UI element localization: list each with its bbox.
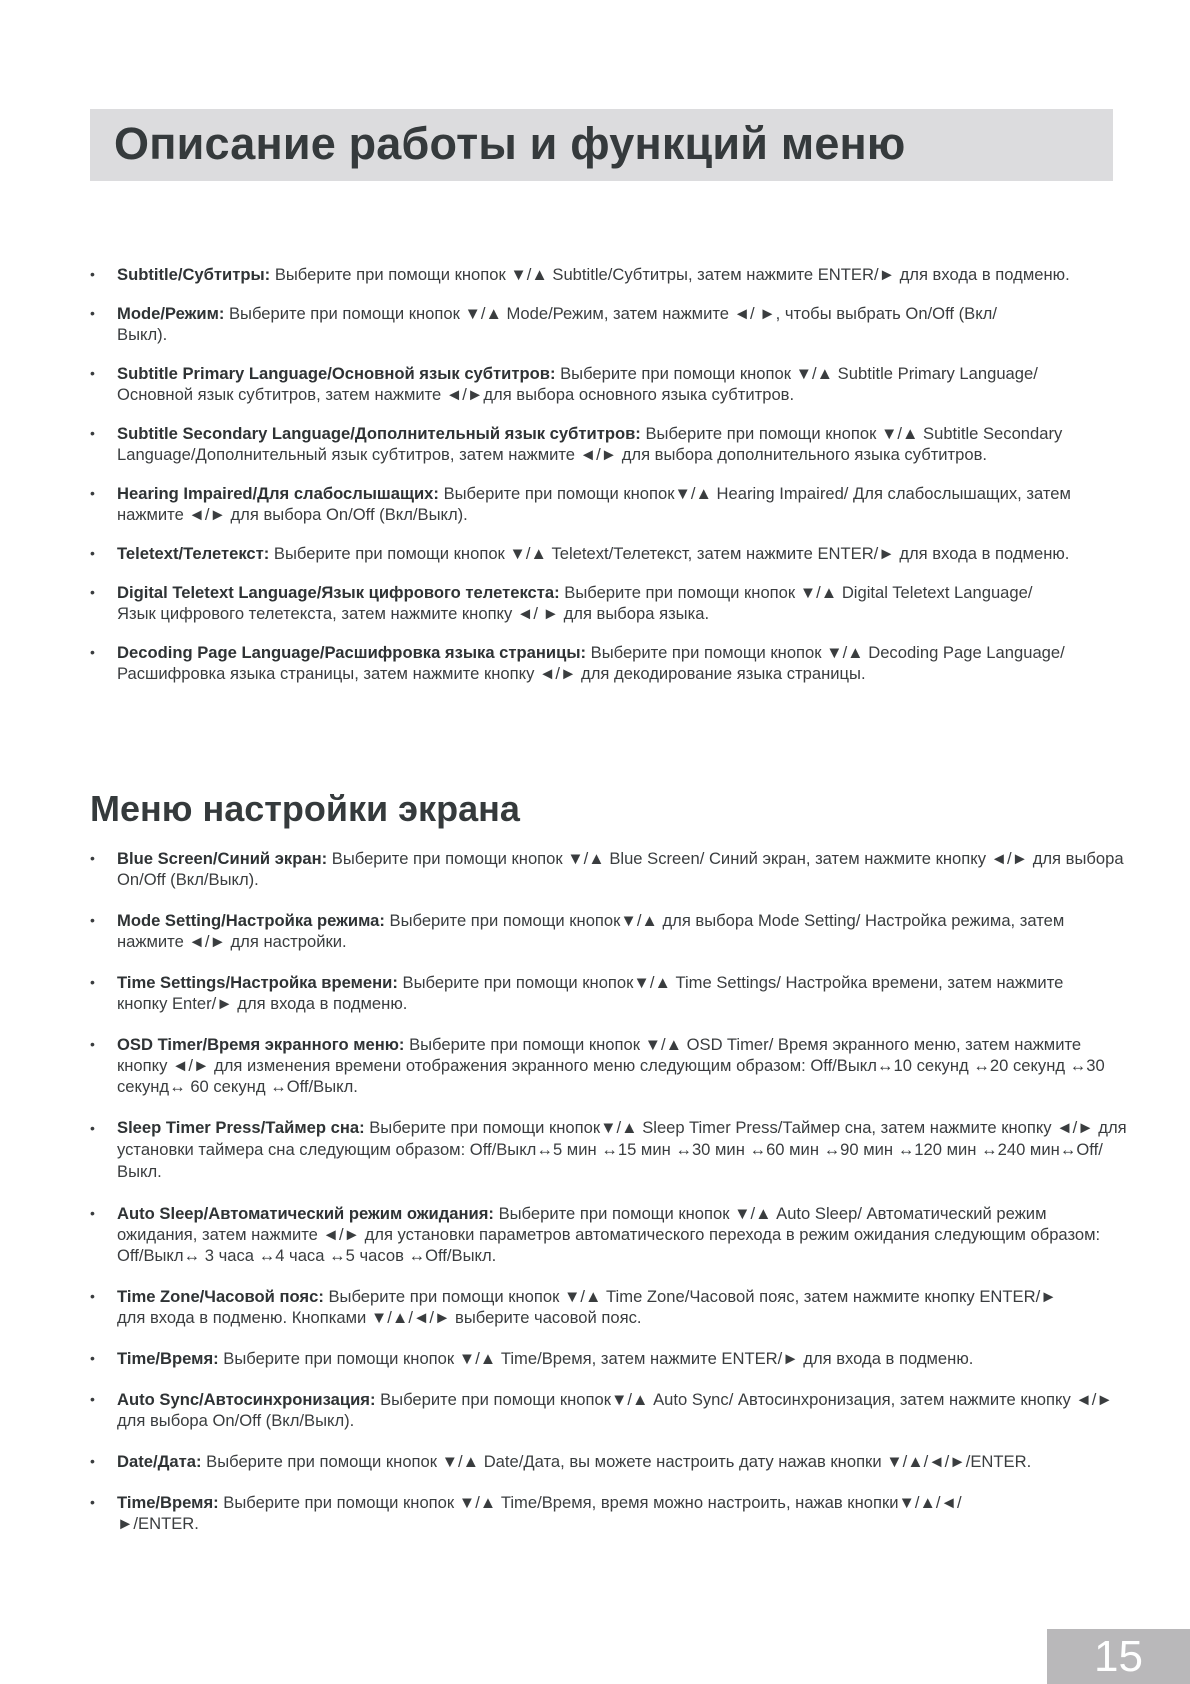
section1-list [90, 264, 1120, 684]
item-label: Time Settings/Настройка времени: [117, 973, 398, 992]
item-text: Выберите при помощи кнопок ▼/▲ Digital Teletext Language/Язык цифрового телетекста, затем нажмите кнопку ◄/ ► для выбора языка. [117, 583, 1033, 623]
item-label: Subtitle Primary Language/Основной язык субтитров: [117, 364, 556, 383]
bullet-icon: • [90, 1288, 95, 1304]
title-band [90, 109, 1113, 181]
item-label: Time/Время: [117, 1349, 219, 1368]
list-item [90, 363, 1047, 405]
bullet-icon: • [90, 305, 95, 321]
item-text: Выберите при помощи кнопок ▼/▲ OSD Timer/ Время экранного меню, затем нажмите кнопку ◄/► для изменения времени отображения экранного меню следующим образом: Off/Выкл↔10 секунд ↔20 секунд ↔30 секунд↔ 60 секунд ↔Off/Выкл. [117, 1035, 1105, 1096]
list-item [90, 848, 1127, 890]
item-label: Blue Screen/Синий экран: [117, 849, 328, 868]
item-text: Выберите при помощи кнопок▼/▲ Hearing Impaired/ Для слабослышащих, затем нажмите ◄/► для выбора On/Off (Вкл/Выкл). [117, 484, 1071, 524]
bullet-icon: • [90, 644, 95, 660]
list-item [90, 543, 1077, 564]
bullet-icon: • [90, 1391, 95, 1407]
bullet-icon: • [90, 1120, 95, 1136]
bullet-icon: • [90, 1205, 95, 1221]
bullet-icon: • [90, 850, 95, 866]
item-text: Выберите при помощи кнопок▼/▲ для выбора Mode Setting/ Настройка режима, затем нажмите ◄/► для настройки. [117, 911, 1065, 951]
list-item [90, 423, 1077, 465]
list-item [90, 582, 1047, 624]
item-label: Time/Время: [117, 1493, 219, 1512]
item-label: Decoding Page Language/Расшифровка языка страницы: [117, 643, 587, 662]
item-text: Выберите при помощи кнопок▼/▲ Sleep Timer Press/Таймер сна, затем нажмите кнопку ◄/► для установки таймера сна следующим образом: Off/Выкл↔5 мин ↔15 мин ↔30 мин ↔60 мин ↔90 мин ↔120 мин ↔240 мин↔Off/Выкл. [117, 1118, 1127, 1181]
item-label: Auto Sleep/Автоматический режим ожидания: [117, 1204, 494, 1223]
item-text: Выберите при помощи кнопок ▼/▲ Mode/Режим, затем нажмите ◄/ ►, чтобы выбрать On/Off (Вкл/Выкл). [117, 304, 997, 344]
item-label: Auto Sync/Автосинхронизация: [117, 1390, 376, 1409]
item-text: Выберите при помощи кнопок ▼/▲ Time/Время, время можно настроить, нажав кнопки▼/▲/◄/►/ENTER. [117, 1493, 962, 1533]
item-label: OSD Timer/Время экранного меню: [117, 1035, 405, 1054]
list-item [90, 264, 1077, 285]
bullet-icon: • [90, 584, 95, 600]
item-text: Выберите при помощи кнопок▼/▲ Time Settings/ Настройка времени, затем нажмите кнопку Enter/► для входа в подменю. [117, 973, 1064, 1013]
item-text: Выберите при помощи кнопок ▼/▲ Subtitle Primary Language/Основной язык субтитров, затем нажмите ◄/►для выбора основного языка субтитров. [117, 364, 1038, 404]
bullet-icon: • [90, 974, 95, 990]
list-item [90, 1286, 1087, 1328]
list-item [90, 1117, 1127, 1183]
item-label: Mode/Режим: [117, 304, 225, 323]
list-item [90, 1389, 1117, 1431]
item-label: Hearing Impaired/Для слабослышащих: [117, 484, 439, 503]
item-label: Sleep Timer Press/Таймер сна: [117, 1118, 365, 1137]
bullet-icon: • [90, 1453, 95, 1469]
item-text: Выберите при помощи кнопок ▼/▲ Time Zone/Часовой пояс, затем нажмите кнопку ENTER/► для входа в подменю. Кнопками ▼/▲/◄/► выберите часовой пояс. [117, 1287, 1057, 1327]
bullet-icon: • [90, 485, 95, 501]
item-text: Выберите при помощи кнопок ▼/▲ Decoding Page Language/Расшифровка языка страницы, затем нажмите кнопку ◄/► для декодирование языка страницы. [117, 643, 1065, 683]
page-number: 15 [1094, 1632, 1143, 1681]
item-label: Mode Setting/Настройка режима: [117, 911, 385, 930]
page-number-box [1047, 1629, 1190, 1684]
page-title: Описание работы и функций меню [114, 118, 906, 169]
bullet-icon: • [90, 266, 95, 282]
bullet-icon: • [90, 365, 95, 381]
list-item [90, 910, 1117, 952]
bullet-icon: • [90, 545, 95, 561]
item-label: Teletext/Телетекст: [117, 544, 270, 563]
item-text: Выберите при помощи кнопок ▼/▲ Auto Sleep/ Автоматический режим ожидания, затем нажмите ◄/► для установки параметров автоматического перехода в режим ожидания следующим образом: Off/Выкл↔ 3 часа ↔4 часа ↔5 часов ↔Off/Выкл. [117, 1204, 1101, 1265]
item-label: Subtitle/Субтитры: [117, 265, 271, 284]
list-item [90, 642, 1077, 684]
list-item [90, 1492, 967, 1534]
item-label: Digital Teletext Language/Язык цифрового телетекста: [117, 583, 560, 602]
item-text: Выберите при помощи кнопок ▼/▲ Subtitle/Субтитры, затем нажмите ENTER/► для входа в подменю. [270, 265, 1070, 284]
bullet-icon: • [90, 1036, 95, 1052]
item-text: Выберите при помощи кнопок ▼/▲ Teletext/Телетекст, затем нажмите ENTER/► для входа в подменю. [269, 544, 1070, 563]
list-item [90, 1034, 1117, 1097]
item-text: Выберите при помощи кнопок ▼/▲ Date/Дата, вы можете настроить дату нажав кнопки ▼/▲/◄/►/ENTER. [201, 1452, 1032, 1471]
section2-list [90, 848, 1127, 1534]
item-text: Выберите при помощи кнопок ▼/▲ Blue Screen/ Синий экран, затем нажмите кнопку ◄/► для выбора On/Off (Вкл/Выкл). [117, 849, 1124, 889]
bullet-icon: • [90, 912, 95, 928]
list-item [90, 972, 1097, 1014]
item-label: Date/Дата: [117, 1452, 202, 1471]
list-item [90, 1203, 1107, 1266]
bullet-icon: • [90, 1494, 95, 1510]
list-item [90, 303, 1017, 345]
item-label: Subtitle Secondary Language/Дополнительный язык субтитров: [117, 424, 641, 443]
list-item [90, 483, 1127, 525]
item-text: Выберите при помощи кнопок▼/▲ Auto Sync/ Автосинхронизация, затем нажмите кнопку ◄/► для выбора On/Off (Вкл/Выкл). [117, 1390, 1113, 1430]
bullet-icon: • [90, 425, 95, 441]
item-text: Выберите при помощи кнопок ▼/▲ Time/Время, затем нажмите ENTER/► для входа в подменю. [218, 1349, 974, 1368]
item-text: Выберите при помощи кнопок ▼/▲ Subtitle Secondary Language/Дополнительный язык субтитров, затем нажмите ◄/► для выбора дополнительного языка субтитров. [117, 424, 1063, 464]
item-label: Time Zone/Часовой пояс: [117, 1287, 324, 1306]
list-item [90, 1348, 1127, 1369]
bullet-icon: • [90, 1350, 95, 1366]
list-item [90, 1451, 1147, 1472]
section-heading: Меню настройки экрана [90, 788, 520, 829]
